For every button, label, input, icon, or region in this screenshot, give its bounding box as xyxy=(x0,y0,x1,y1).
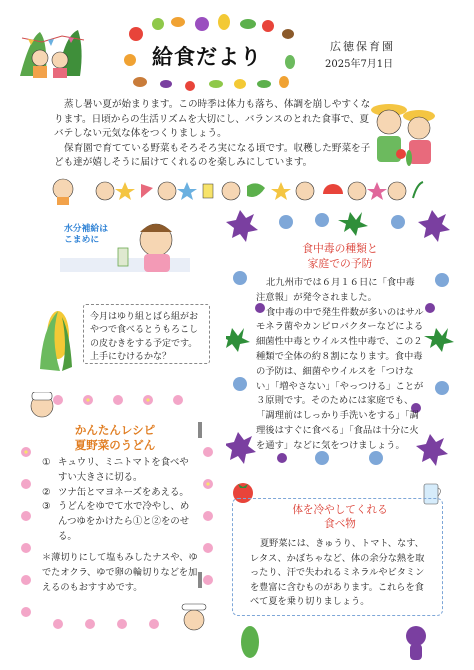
recipe-heading xyxy=(50,423,180,453)
recipe-step xyxy=(42,500,197,544)
intro-paragraph-1: 蒸し暑い夏が始まります。この時季は体力も落ち、体調を崩しやすくなります。日頃からの生活リズムを大切にし、バランスのとれた食事で、夏バテしない元気な体をつくりましょう。 xyxy=(54,99,371,140)
foodborne-title-line-1: 食中毒の種類と xyxy=(302,242,378,255)
intro-text xyxy=(54,98,372,171)
kids-with-vegetables-illustration xyxy=(365,96,443,170)
hydration-label-line-1: 水分補給は xyxy=(64,224,108,234)
cool-body-title-line-1: 体を冷やしてくれる xyxy=(292,504,388,516)
foodborne-title-line-2: 家庭での予防 xyxy=(307,257,373,270)
recipe-step-number: ① xyxy=(42,457,51,468)
recipe-step xyxy=(42,456,197,486)
org-name: 広徳保育園 xyxy=(330,40,395,53)
notice-box xyxy=(83,304,210,364)
recipe-step-text: キュウリ、ミニトマトを食べやすい大きさに切る。 xyxy=(58,457,189,483)
recipe-step-text: うどんをゆでて水で冷やし、めんつゆをかけたら①と②をのせる。 xyxy=(58,501,190,542)
recipe-step-number: ③ xyxy=(42,501,51,513)
intro-paragraph-2: 保育園で育てている野菜もそろそろ実になる頃です。収穫した野菜を子ども達が嬉しそうに届けてくれるのを楽しみにしています。 xyxy=(54,142,371,169)
hydration-label-line-2: こまめに xyxy=(64,235,100,245)
foodborne-body xyxy=(256,276,424,454)
recipe-note: ＊薄切りにして塩もみしたナスや、ゆでたオクラ、ゆで卵の輪切りなどを加えるのもおすすめです。 xyxy=(42,552,198,593)
foodborne-heading xyxy=(280,241,400,271)
cool-body-heading xyxy=(250,503,430,531)
small-child-icon xyxy=(48,176,78,206)
foodborne-paragraph-2: 食中毒の中で発生件数が多いのはサルモネラ菌やカンピロバクターなどによる細菌性中毒とウイルス性中毒で、この２種類で全体の約８割になります。食中毒の予防は、細菌やウイルスを「つけない」「増やさない」「やっつける」ことが３原則です。そのためには家庭でも、「調理前はしっかり手洗いをする」「調理後はすぐに食べる」「食品は十分に火を通す」などに気をつけましょう。 xyxy=(256,306,424,451)
page-title xyxy=(152,41,262,69)
foodborne-paragraph-1: 北九州市では６月１６日に「食中毒注意報」が発令されました。 xyxy=(256,277,415,303)
corn-illustration xyxy=(36,305,76,375)
recipe-kicker: かんたんレシピ xyxy=(74,423,156,437)
children-garland-illustration xyxy=(18,28,88,80)
notice-text: 今月はゆり組とばら組がおやつで食べるとうもろこしの皮むきをする予定です。上手にむけるかな？ xyxy=(90,312,199,363)
vegetable-kids-footer-illustration xyxy=(236,612,436,662)
hydration-label xyxy=(64,224,108,246)
issue-date: 2025年7月1日 xyxy=(325,59,394,70)
page-title-text: 給食だより xyxy=(152,45,262,69)
recipe-step-text: ツナ缶とマヨネーズをあえる。 xyxy=(58,486,189,498)
cool-body-title-line-2: 食べ物 xyxy=(324,518,356,530)
cool-body-text xyxy=(250,537,425,610)
recipe-step-number: ② xyxy=(42,486,51,498)
decorative-border-band xyxy=(95,178,425,204)
recipe-step xyxy=(42,486,197,501)
cool-body-paragraph: 夏野菜には、きゅうり、トマト、なす、レタス、かぼちゃなど、体の余分な熱を取ったり、汗で失われるミネラルやビタミンを豊富に含むものがあります。これらを食べて夏を乗り切りましょう。 xyxy=(250,538,425,608)
recipe-title: 夏野菜のうどん xyxy=(74,438,156,452)
recipe-steps xyxy=(42,456,197,545)
